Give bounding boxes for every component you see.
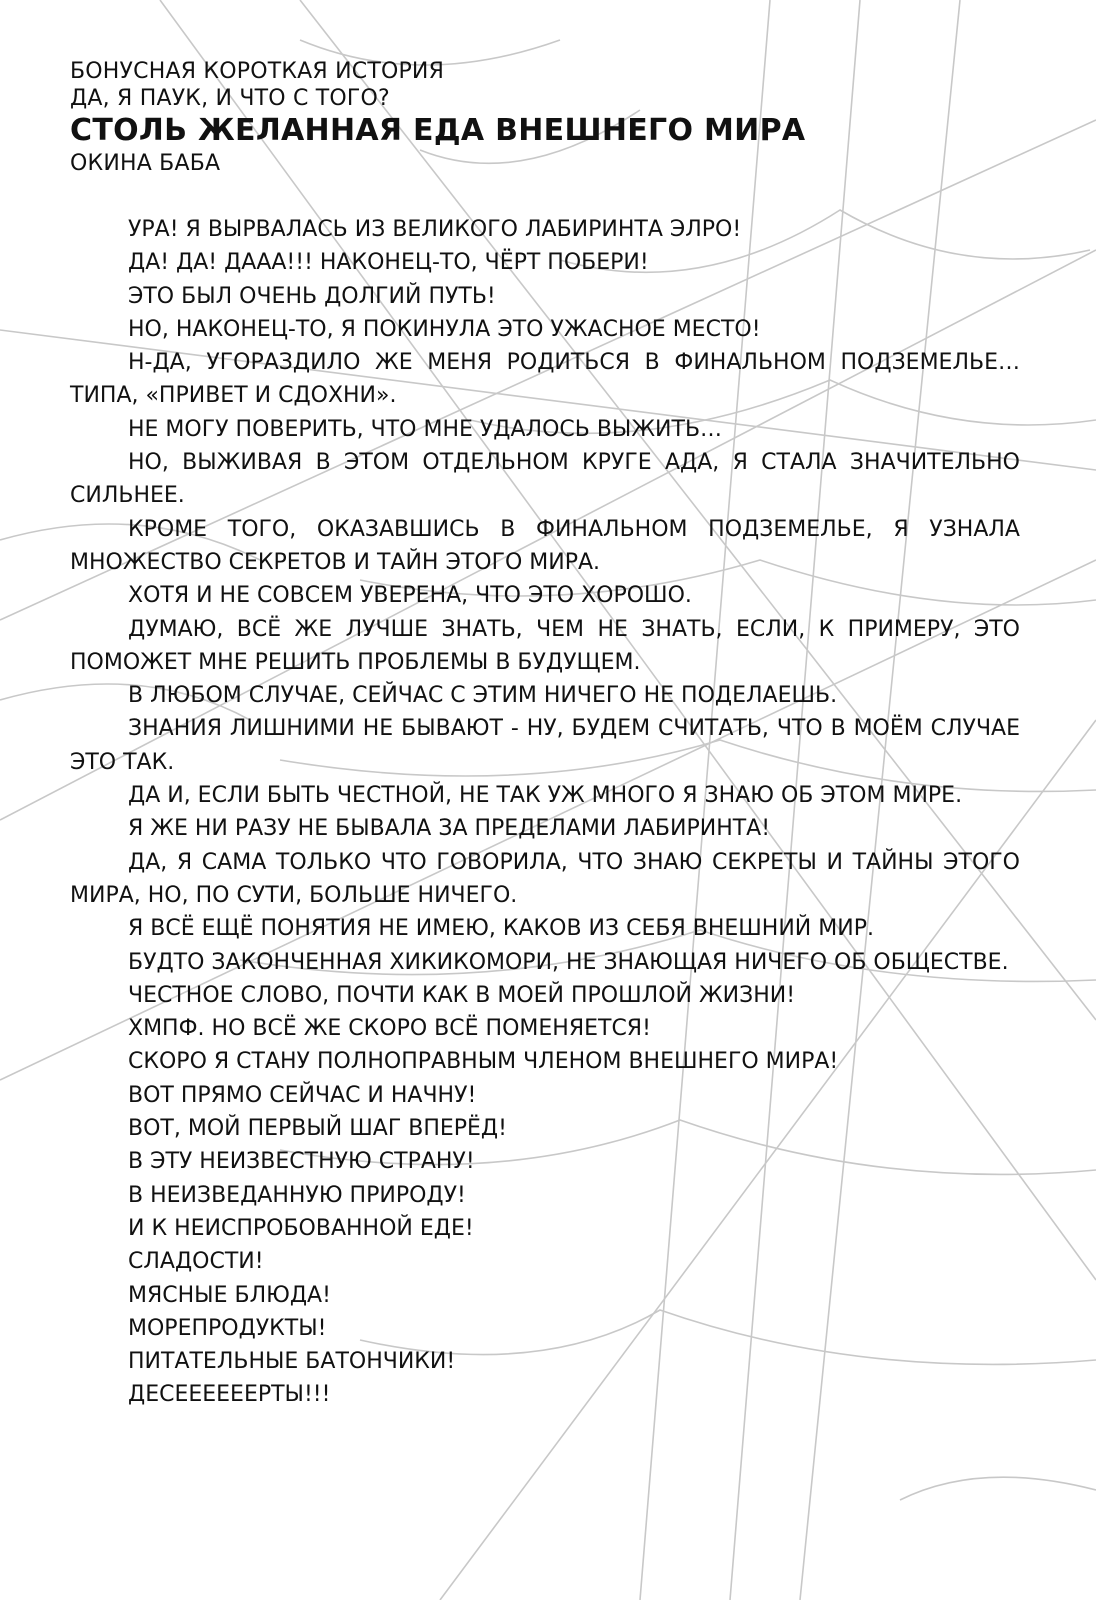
paragraph: Н-ДА, УГОРАЗДИЛО ЖЕ МЕНЯ РОДИТЬСЯ В ФИНАЛЬНОМ ПОДЗЕМЕЛЬЕ… ТИПА, «ПРИВЕТ И СДОХНИ». — [70, 350, 1020, 409]
paragraph: ПИТАТЕЛЬНЫЕ БАТОНЧИКИ! — [128, 1349, 456, 1375]
book-title: ДА, Я ПАУК, И ЧТО С ТОГО? — [70, 86, 390, 111]
paragraph: ХМПФ. НО ВСЁ ЖЕ СКОРО ВСЁ ПОМЕНЯЕТСЯ! — [128, 1016, 651, 1042]
story-page — [70, 58, 1020, 1412]
paragraph: СКОРО Я СТАНУ ПОЛНОПРАВНЫМ ЧЛЕНОМ ВНЕШНЕГО МИРА! — [128, 1049, 839, 1075]
author: ОКИНА БАБА — [70, 151, 221, 176]
paragraph: ЭТО БЫЛ ОЧЕНЬ ДОЛГИЙ ПУТЬ! — [128, 283, 496, 309]
paragraph: В ЭТУ НЕИЗВЕСТНУЮ СТРАНУ! — [128, 1149, 475, 1175]
series-label: БОНУСНАЯ КОРОТКАЯ ИСТОРИЯ — [70, 59, 445, 84]
paragraph: ДА, Я САМА ТОЛЬКО ЧТО ГОВОРИЛА, ЧТО ЗНАЮ СЕКРЕТЫ И ТАЙНЫ ЭТОГО МИРА, НО, ПО СУТИ, БОЛЬШЕ НИЧЕГО. — [70, 849, 1020, 908]
paragraph: ВОТ, МОЙ ПЕРВЫЙ ШАГ ВПЕРЁД! — [128, 1116, 507, 1142]
paragraph: В ЛЮБОМ СЛУЧАЕ, СЕЙЧАС С ЭТИМ НИЧЕГО НЕ ПОДЕЛАЕШЬ. — [128, 683, 838, 709]
paragraph: СЛАДОСТИ! — [128, 1249, 264, 1275]
paragraph: ЗНАНИЯ ЛИШНИМИ НЕ БЫВАЮТ - НУ, БУДЕМ СЧИТАТЬ, ЧТО В МОЁМ СЛУЧАЕ ЭТО ТАК. — [70, 716, 1020, 775]
paragraph: ДУМАЮ, ВСЁ ЖЕ ЛУЧШЕ ЗНАТЬ, ЧЕМ НЕ ЗНАТЬ, ЕСЛИ, К ПРИМЕРУ, ЭТО ПОМОЖЕТ МНЕ РЕШИТЬ ПРОБЛЕМЫ В БУДУЩЕМ. — [70, 616, 1020, 675]
paragraph: И К НЕИСПРОБОВАННОЙ ЕДЕ! — [128, 1215, 474, 1241]
paragraph: ВОТ ПРЯМО СЕЙЧАС И НАЧНУ! — [128, 1082, 477, 1108]
paragraph: ЧЕСТНОЕ СЛОВО, ПОЧТИ КАК В МОЕЙ ПРОШЛОЙ ЖИЗНИ! — [128, 982, 796, 1008]
paragraph: УРА! Я ВЫРВАЛАСЬ ИЗ ВЕЛИКОГО ЛАБИРИНТА ЭЛРО! — [128, 217, 742, 242]
paragraph: НЕ МОГУ ПОВЕРИТЬ, ЧТО МНЕ УДАЛОСЬ ВЫЖИТЬ… — [128, 416, 723, 442]
paragraph: КРОМЕ ТОГО, ОКАЗАВШИСЬ В ФИНАЛЬНОМ ПОДЗЕМЕЛЬЕ, Я УЗНАЛА МНОЖЕСТВО СЕКРЕТОВ И ТАЙН ЭТОГО МИРА. — [70, 516, 1020, 575]
paragraph: Я ЖЕ НИ РАЗУ НЕ БЫВАЛА ЗА ПРЕДЕЛАМИ ЛАБИРИНТА! — [128, 816, 771, 842]
paragraph: ДА И, ЕСЛИ БЫТЬ ЧЕСТНОЙ, НЕ ТАК УЖ МНОГО Я ЗНАЮ ОБ ЭТОМ МИРЕ. — [128, 783, 963, 809]
paragraph: МЯСНЫЕ БЛЮДА! — [128, 1282, 331, 1308]
paragraph: НО, ВЫЖИВАЯ В ЭТОМ ОТДЕЛЬНОМ КРУГЕ АДА, Я СТАЛА ЗНАЧИТЕЛЬНО СИЛЬНЕЕ. — [70, 450, 1020, 509]
story-body — [70, 213, 1020, 1412]
paragraph: НО, НАКОНЕЦ-ТО, Я ПОКИНУЛА ЭТО УЖАСНОЕ МЕСТО! — [128, 316, 761, 342]
paragraph: ДА! ДА! ДААА!!! НАКОНЕЦ-ТО, ЧЁРТ ПОБЕРИ! — [128, 250, 649, 276]
paragraph: БУДТО ЗАКОНЧЕННАЯ ХИКИКОМОРИ, НЕ ЗНАЮЩАЯ НИЧЕГО ОБ ОБЩЕСТВЕ. — [128, 949, 1009, 975]
paragraph: ДЕСЕЕЕЕЕЕРТЫ!!! — [128, 1382, 331, 1408]
paragraph: ХОТЯ И НЕ СОВСЕМ УВЕРЕНА, ЧТО ЭТО ХОРОШО. — [128, 583, 692, 609]
paragraph: МОРЕПРОДУКТЫ! — [128, 1315, 327, 1341]
paragraph: Я ВСЁ ЕЩЁ ПОНЯТИЯ НЕ ИМЕЮ, КАКОВ ИЗ СЕБЯ ВНЕШНИЙ МИР. — [128, 916, 874, 942]
story-title: СТОЛЬ ЖЕЛАННАЯ ЕДА ВНЕШНЕГО МИРА — [70, 113, 806, 148]
paragraph: В НЕИЗВЕДАННУЮ ПРИРОДУ! — [128, 1182, 466, 1208]
